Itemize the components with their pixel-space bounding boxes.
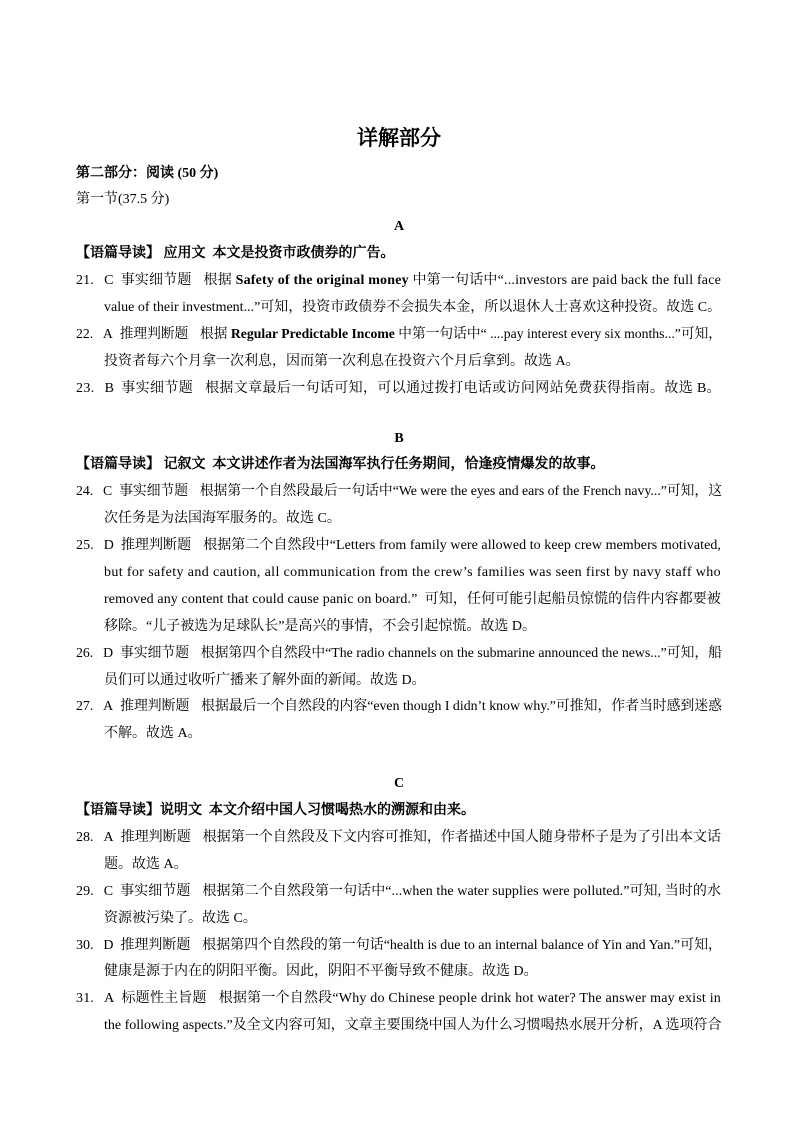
answer-letter: A [104,991,115,1007]
line-content [104,614,536,641]
section-heading [76,187,722,214]
explanation-line [104,1013,722,1040]
guide-content [76,798,475,825]
line-content [76,879,721,906]
line-content [76,933,722,960]
passage-c [76,771,722,1040]
answer-item-30 [76,933,722,987]
explanation-line [76,879,722,906]
question-type: 推理判断题 [120,937,191,953]
explanation-text: 次任务是为法国海军服务的。故选 C。 [104,511,341,527]
line-content [104,506,341,533]
explanation-line [104,959,722,986]
explanation-line [76,533,722,560]
explanation-line [104,506,722,533]
line-content [104,295,721,322]
passage-letter: C [393,776,405,792]
answer-letter: C [103,484,113,500]
explanation-line [104,721,722,748]
answer-letter: A [102,326,113,342]
explanation-text: 中第一句话中“ ....pay interest every six months...”可知， [394,326,722,342]
explanation-line [104,614,722,641]
explanation-line [76,479,722,506]
explanation-line [76,694,722,721]
question-number: 27. [76,699,94,715]
answer-letter: B [104,380,115,396]
part-heading [76,161,722,188]
explanation-line [76,933,722,960]
guide-line [76,452,722,479]
guide-text: 说明文 本文介绍中国人习惯喝热水的溯源和由来。 [160,803,475,819]
answer-item-25 [76,533,722,641]
line-content [76,322,722,349]
explanation-text: 根据最后一个自然段的内容“even though I didn’t know why.”可推知，作者当时感到迷惑 [201,699,722,715]
guide-text: 记叙文 本文讲述作者为法国海军执行任务期间，恰逢疫情爆发的故事。 [160,457,605,473]
answer-item-31 [76,986,722,1040]
answer-letter: D [103,538,114,554]
line-content [104,906,257,933]
explanation-line [76,986,722,1013]
line-content [104,959,538,986]
passage-letter: A [393,219,405,235]
explanation-line [104,906,722,933]
question-type: 事实细节题 [119,484,189,500]
explanation-text: 不解。故选 A。 [104,726,202,742]
answer-letter: A [103,829,114,845]
explanation-text: 健康是源于内在的阴阳平衡。因此，阴阳不平衡导致不健康。故选 D。 [104,964,538,980]
answer-letter: C [104,273,114,289]
guide-content [76,452,605,479]
question-number: 28. [76,829,94,845]
guide-line [76,798,722,825]
answer-item-24 [76,479,722,533]
guide-label: 【语篇导读】 [76,246,160,262]
answer-item-21 [76,268,722,322]
explanation-text: but for safety and caution, all communication from the crew’s families was seen first by navy staff who [104,564,721,580]
line-content [76,376,721,403]
explanation-line [76,641,722,668]
explanation-text: 移除。“儿子被选为足球队长”是高兴的事情，不会引起惊慌。故选 D。 [104,618,537,634]
answer-item-29 [76,879,722,933]
question-type: 推理判断题 [120,829,191,845]
line-content [76,694,722,721]
answer-item-22 [76,322,722,376]
explanation-text: 员们可以通过收听广播来了解外面的新闻。故选 D。 [104,672,426,688]
explanation-text: 题。故选 A。 [104,856,188,872]
question-number: 31. [76,991,95,1007]
line-content [104,560,721,587]
passage-letter: B [394,430,404,446]
explanation-text: 根据第二个自然段中“Letters from family were allowed to keep crew members motivated, [203,538,721,554]
question-number: 23. [76,380,95,396]
question-number: 25. [76,538,94,554]
explanation-text: 根据第二个自然段第一句话中“...when the water supplies were polluted.”可知, 当时的水 [202,883,722,899]
explanation-text: 根据第四个自然段的第一句话“health is due to an internal balance of Yin and Yan.”可知， [202,937,722,953]
part-heading-text: 第二部分：阅读 (50 分) [76,165,219,181]
answer-item-26 [76,641,722,695]
guide-text: 应用文 本文是投资市政债券的广告。 [160,246,395,262]
explanation-line [76,268,722,295]
question-type: 标题性主旨题 [121,991,207,1007]
answer-letter: C [103,883,114,899]
explanation-text: 中第一句话中“...investors are paid back the full face [408,273,722,289]
question-type: 推理判断题 [119,326,189,342]
explanation-line [104,560,722,587]
explanation-line [76,322,722,349]
explanation-text: value of their investment...”可知，投资市政债券不会损失本金，所以退休人士喜欢这种投资。故选 C。 [104,299,722,315]
line-content [76,986,721,1013]
explanation-text: 资源被污染了。故选 C。 [104,910,257,926]
line-content [104,852,188,879]
explanation-line [104,587,722,614]
explanation-text: removed any content that could cause panic on board.” 可知，任何可能引起船员惊慌的信件内容都要被 [104,591,721,607]
answer-item-23 [76,376,722,403]
explanation-text: 根据第一个自然段最后一句话中“We were the eyes and ears of the French navy...”可知，这 [199,484,722,500]
answer-letter: D [103,645,114,661]
page-title: 详解部分 [357,126,441,150]
question-type: 事实细节题 [121,380,194,396]
answer-item-27 [76,694,722,748]
explanation-line [104,295,722,322]
line-content [104,668,426,695]
question-number: 30. [76,937,94,953]
explanation-text: 根据 [203,273,236,289]
explanation-text: 根据 [200,326,231,342]
question-number: 22. [76,326,94,342]
line-content [76,479,722,506]
guide-label: 【语篇导读】 [76,803,160,819]
explanation-text: the following aspects.”及全文内容可知，文章主要围绕中国人为什么习惯喝热水展开分析，A 选项符合 [104,1018,722,1034]
line-content [104,1013,722,1040]
line-content [104,349,580,376]
answer-letter: D [103,937,114,953]
question-type: 事实细节题 [120,883,191,899]
explanation-line [76,376,722,403]
explanation-line [76,825,722,852]
question-type: 事实细节题 [120,645,190,661]
question-type: 推理判断题 [120,699,190,715]
explanation-text: 根据第四个自然段中“The radio channels on the submarine announced the news...”可知，船 [200,645,722,661]
guide-line [76,241,722,268]
line-content [76,641,722,668]
passages [76,214,722,1040]
question-number: 29. [76,883,94,899]
line-content [76,268,721,295]
source-heading: Regular Predictable Income [230,326,395,342]
source-heading: Safety of the original money [235,273,409,289]
answer-letter: A [103,699,114,715]
question-type: 推理判断题 [120,538,192,554]
line-content [76,533,721,560]
guide-content [76,241,395,268]
explanation-line [104,852,722,879]
passage-b [76,426,722,749]
answer-item-28 [76,825,722,879]
line-content [76,825,721,852]
question-type: 事实细节题 [120,273,192,289]
line-content [104,587,721,614]
explanation-text: 投资者每六个月拿一次利息，因而第一次利息在投资六个月后拿到。故选 A。 [104,353,580,369]
line-content [104,721,202,748]
question-number: 21. [76,273,95,289]
guide-label: 【语篇导读】 [76,457,160,473]
answer-document [76,118,722,1040]
explanation-text: 根据文章最后一句话可知，可以通过拨打电话或访问网站免费获得指南。故选 B。 [205,380,722,396]
question-number: 24. [76,484,94,500]
explanation-text: 根据第一个自然段及下文内容可推知，作者描述中国人随身带杯子是为了引出本文话 [202,829,722,845]
explanation-line [104,349,722,376]
section-heading-text: 第一节(37.5 分) [76,192,170,208]
explanation-line [104,668,722,695]
explanation-text: 根据第一个自然段“Why do Chinese people drink hot water? The answer may exist in [218,991,722,1007]
passage-a [76,214,722,402]
question-number: 26. [76,645,94,661]
